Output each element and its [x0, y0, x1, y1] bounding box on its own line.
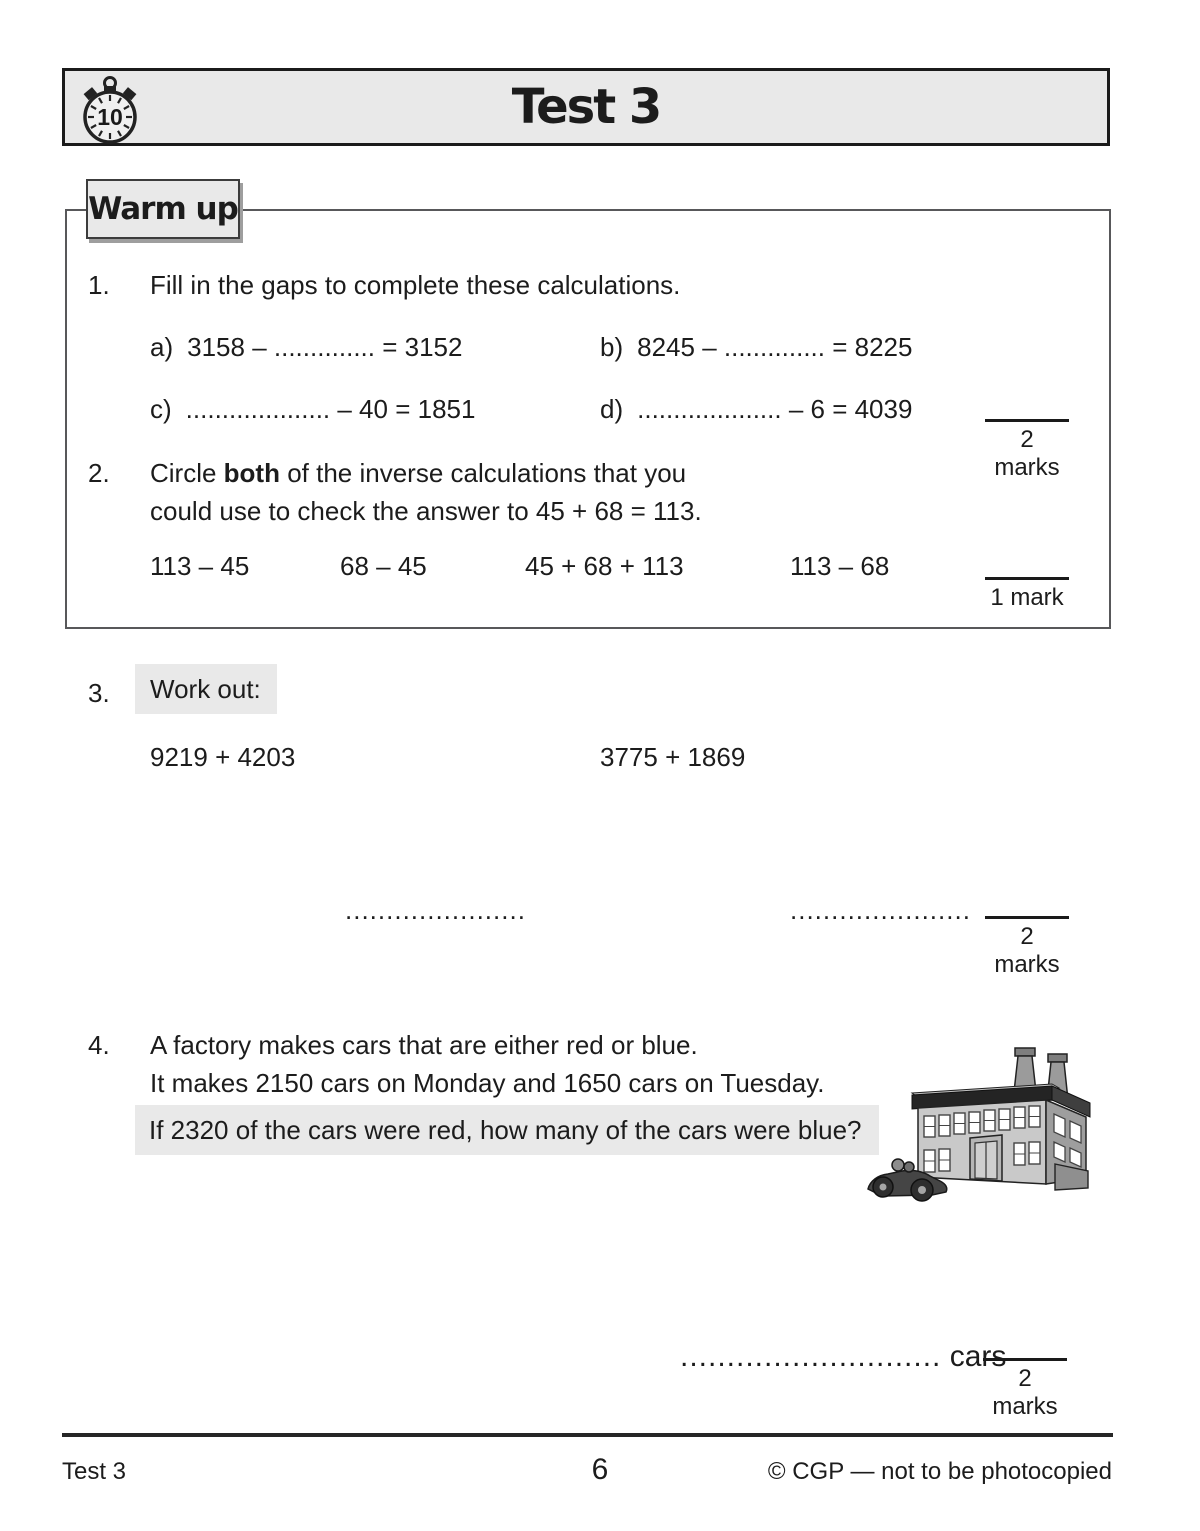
footer-page-number: 6 [591, 1453, 609, 1486]
marks-label: 2 marks [994, 426, 1060, 481]
question-2-number: 2. [88, 458, 110, 488]
part-d-equation: .................... – 6 = 4039 [637, 394, 913, 424]
question-3-marks [985, 916, 1069, 979]
part-a-label: a) [150, 332, 174, 362]
work-out-label: Work out: [150, 674, 261, 704]
part-a-equation: 3158 – .............. = 3152 [187, 332, 463, 362]
prompt-bold-word: both [223, 458, 280, 488]
answer-unit: cars [949, 1340, 1007, 1373]
marks-label: 2 marks [994, 923, 1060, 978]
question-3-label-highlight [135, 664, 277, 714]
answer-blank-2: ...................... [790, 895, 971, 925]
question-2-option-2: 68 – 45 [340, 551, 427, 581]
question-1-marks [985, 419, 1069, 482]
question-4-answer [680, 1340, 1006, 1374]
warmup-label-text: Warm up [88, 191, 238, 227]
question-1-part-c [150, 394, 475, 425]
question-1-part-d [600, 394, 912, 425]
prompt-post: of the inverse calculations that you [279, 458, 687, 488]
footer-copyright: © CGP — not to be photocopied [767, 1458, 1112, 1485]
prompt-pre: Circle [150, 458, 224, 488]
question-4-number: 4. [88, 1030, 110, 1060]
question-3-sum-1: 9219 + 4203 [150, 742, 296, 772]
timer-minutes: 10 [97, 104, 123, 130]
question-4-highlight [135, 1105, 879, 1155]
marks-label: 1 mark [990, 584, 1064, 611]
warmup-label [86, 179, 240, 239]
footer-rule [62, 1433, 1113, 1437]
part-b-equation: 8245 – .............. = 8225 [637, 332, 913, 362]
question-1-prompt: Fill in the gaps to complete these calculations. [150, 270, 681, 300]
footer-test-name: Test 3 [62, 1458, 127, 1485]
question-1-number: 1. [88, 270, 110, 300]
question-3-number: 3. [88, 678, 110, 708]
answer-blank-1: ...................... [345, 895, 526, 925]
question-4-line1: A factory makes cars that are either red or blue. [150, 1030, 698, 1060]
question-1-part-a [150, 332, 462, 363]
marks-label: 2 marks [992, 1365, 1058, 1420]
marks-line [985, 577, 1069, 580]
question-2-marks [985, 577, 1069, 612]
marks-line [985, 916, 1069, 919]
factory-illustration [862, 1038, 1114, 1238]
question-4-marks [983, 1358, 1067, 1421]
question-3-sum-2: 3775 + 1869 [600, 742, 746, 772]
part-c-equation: .................... – 40 = 1851 [185, 394, 476, 424]
page-title: Test 3 [511, 79, 661, 135]
marks-line [985, 419, 1069, 422]
question-4-highlight-text: If 2320 of the cars were red, how many of the cars were blue? [149, 1115, 862, 1145]
test-header [62, 68, 1110, 146]
question-2-prompt-line2: could use to check the answer to 45 + 68 = 113. [150, 496, 702, 526]
part-c-label: c) [150, 394, 172, 424]
question-2-option-1: 113 – 45 [150, 551, 250, 581]
question-2-option-3: 45 + 68 + 113 [525, 551, 684, 581]
question-4-line2: It makes 2150 cars on Monday and 1650 cars on Tuesday. [150, 1068, 825, 1098]
question-2-option-4: 113 – 68 [790, 551, 890, 581]
answer-blank-cars: ............................ [680, 1340, 942, 1373]
question-2-prompt-line1 [150, 458, 686, 489]
part-d-label: d) [600, 394, 624, 424]
part-b-label: b) [600, 332, 624, 362]
question-1-part-b [600, 332, 912, 363]
marks-line [983, 1358, 1067, 1361]
